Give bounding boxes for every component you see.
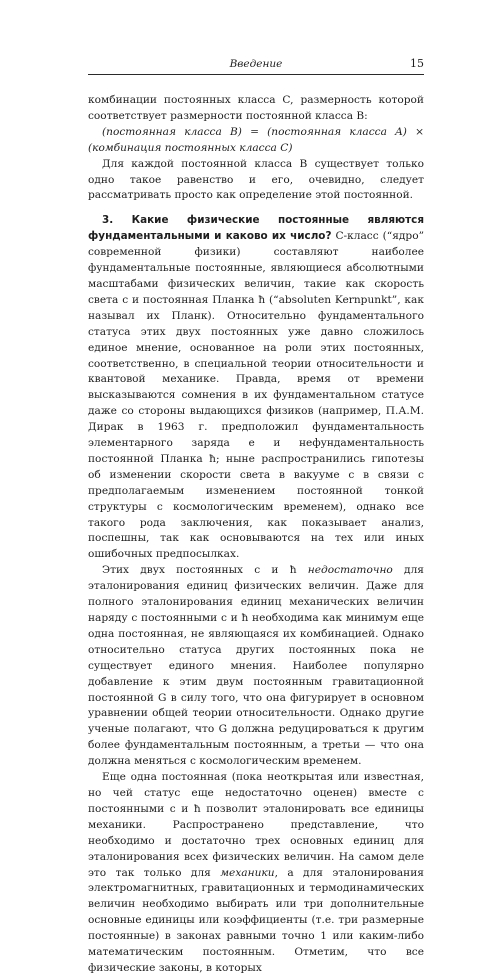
paragraph: Для каждой постоянной класса B существует только одно такое равенство и его, очевидно, следует рассматривать просто как определение этой постоянной.: [88, 157, 424, 202]
paragraph-text: Этих двух постоянных c и ħ: [102, 564, 308, 577]
section-text: C-класс (“ядро” современной физики) составляют наиболее фундаментальные постоянные, являющиеся абсолютными масштабами физических величин, такие как скорость света c и постоянная Планка ħ (“absoluten Kernpunkt”, как называл их Планк). Относительно фундаментального статуса этих двух постоянных уже давно сложилось единое мнение, основанное на роли этих постоянных, соответственно, в специальной теории относительности и квантовой механике. Правда, время от времени высказываются сомнения в их фундаментальном статусе даже со стороны выдающихся физиков (например, П.А.М. Дирак в 1963 г. предположил фундаментальность элементарного заряда e и нефундаментальность постоянной Планка ħ; ныне распространились гипотезы об изменении скорости света в вакууме c в связи с предполагаемым изменением постоянной тонкой структуры с космологическим временем), однако все такого рода заключения, как показывает анализ, поспешны, так как основываются на тех или иных ошибочных предпосылках.: [88, 230, 424, 561]
book-page: [88, 56, 424, 977]
emphasis-text: недостаточно: [307, 564, 393, 577]
running-head: Введение: [229, 58, 283, 70]
section-heading: 3. Какие физические постоянные являются фундаментальными и каково их число?: [88, 214, 424, 243]
page-number: 15: [410, 57, 424, 70]
formula-line: (постоянная класса B) = (постоянная класса A) × (комбинация постоянных класса C): [88, 125, 424, 154]
page-header: [88, 56, 424, 75]
page-body: [88, 93, 424, 977]
paragraph-text: , а для эталонирования электромагнитных, гравитационных и термодинамических величин необходимо выбирать или три дополнительные основные единицы или коэффициенты (т.е. три размерные постоянные) в законах равными точно 1 или каким-либо математическим постоянным. Отметим, что все физические законы, в которых: [88, 866, 424, 974]
section-3-paragraph: [88, 213, 424, 563]
paragraph-text: для эталонирования единиц физических величин. Даже для полного эталонирования единиц механических величин наряду с постоянными c и ħ необходима как минимум еще одна постоянная, не являющаяся их комбинацией. Однако относительно статуса других постоянных пока не существует единого мнения. Наиболее популярно добавление к этим двум постоянным гравитационной постоянной G в силу того, что она фигурирует в основном уравнении общей теории относительности. Однако другие ученые полагают, что G должна редуцироваться к другим более фундаментальным постоянным, а третьи — что она должна меняться с космологическим временем.: [88, 564, 424, 768]
emphasis-text: механики: [220, 866, 275, 879]
paragraph: [88, 563, 424, 770]
paragraph: комбинации постоянных класса C, размерность которой соответствует размерности постоянной класса B:: [88, 94, 424, 122]
paragraph: [88, 770, 424, 977]
paragraph-text: Еще одна постоянная (пока неоткрытая или известная, но чей статус еще недостаточно оценен) вместе с постоянными c и ħ позволит эталонировать все единицы механики. Распространено представление, что необходимо и достаточно трех основных единиц для эталонирования всех физических величин. На самом деле это так только для: [88, 771, 424, 879]
